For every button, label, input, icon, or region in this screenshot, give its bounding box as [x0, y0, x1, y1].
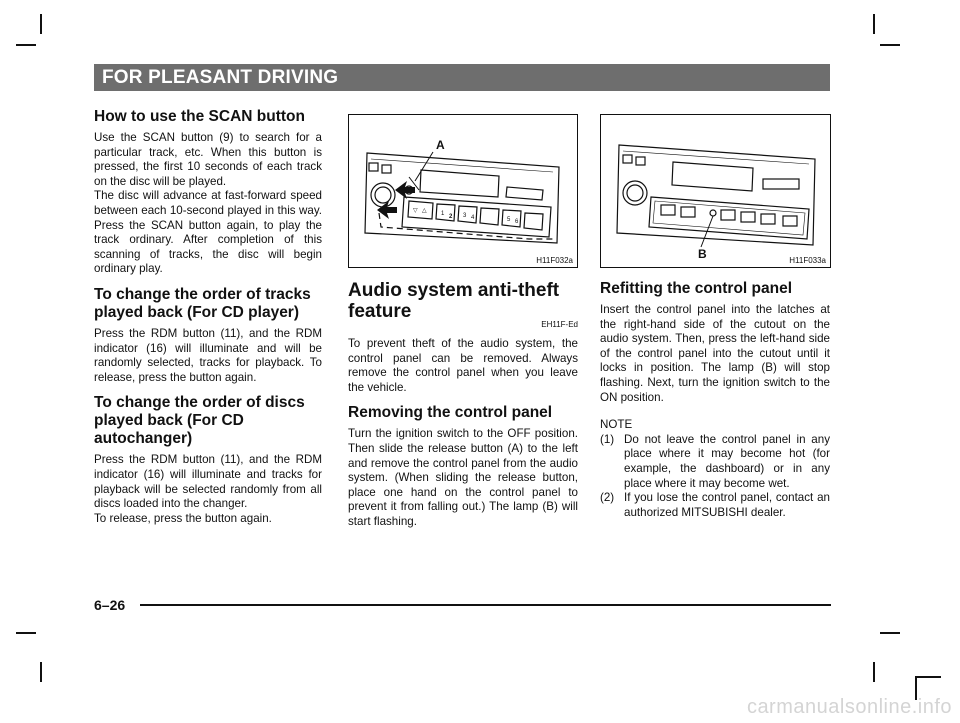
refitting-panel-paragraph: Insert the control panel into the latches at the right-hand side of the cutout on the audio system. Then, press the left-hand side of the control panel into the cutout until it locks in position. The lamp (B) will stop flashing. Next, turn the ignition switch to the ON position. [600, 303, 830, 404]
page-title: FOR PLEASANT DRIVING [102, 67, 339, 88]
anti-theft-intro: To prevent theft of the audio system, the control panel can be removed. Always remove the control panel when you leave the vehicle. [348, 337, 578, 394]
note-number: (2) [600, 491, 615, 505]
footer-rule [140, 604, 831, 606]
note-item [600, 491, 830, 520]
refitting-panel-heading: Refitting the control panel [600, 280, 793, 297]
section-header-bar [94, 64, 830, 91]
disc-order-heading: To change the order of discs played back (For CD autochanger) [94, 394, 305, 448]
crop-mark [873, 662, 875, 682]
note-title: NOTE [600, 418, 633, 432]
section-code: EH11F-Ed [541, 320, 578, 329]
crop-mark [40, 14, 42, 34]
note-item [600, 433, 830, 491]
note-number: (1) [600, 432, 615, 446]
svg-text:4: 4 [471, 215, 475, 221]
scan-paragraph-2: The disc will advance at fast-forward speed between each 10-second played in this way. Press the SCAN button again, to play the track ordinary. After completion of this scanning of tracks, the disc will begin ordinary play. [94, 189, 322, 276]
crop-mark [915, 676, 941, 678]
page-number: 6–26 [94, 597, 126, 613]
note-text: Do not leave the control panel in any place where it may become hot (for example, the dashboard) or in any place where it may become wet. [624, 432, 830, 490]
release-button-label: A [436, 138, 445, 152]
audio-unit-illustration [601, 115, 830, 267]
svg-text:2: 2 [449, 214, 453, 220]
crop-mark [40, 662, 42, 682]
control-panel-lamp-figure [600, 114, 831, 268]
svg-text:▽: ▽ [413, 208, 418, 214]
audio-unit-illustration [349, 115, 577, 267]
scan-paragraph-1: Use the SCAN button (9) to search for a particular track, etc. When this button is pressed, the first 10 seconds of each track on the disc will be played. [94, 131, 322, 188]
crop-mark [873, 14, 875, 34]
svg-text:6: 6 [515, 219, 519, 225]
right-column [600, 280, 830, 520]
svg-text:1: 1 [441, 211, 445, 217]
removing-panel-heading: Removing the control panel [348, 404, 553, 422]
track-order-paragraph: Press the RDM button (11), and the RDM indicator (16) will illuminate and will be randomly selected, tracks for playback. To release, press the button again. [94, 326, 322, 384]
crop-mark [880, 632, 900, 634]
svg-text:△: △ [422, 208, 427, 214]
crop-mark [16, 44, 36, 46]
watermark: carmanualsonline.info [746, 696, 952, 718]
removing-panel-paragraph: Turn the ignition switch to the OFF position. Then slide the release button (A) to the left and remove the control panel from the audio system. (When sliding the release button, place one hand on the control panel to prevent it from falling out.) The lamp (B) will start flashing. [348, 427, 578, 528]
middle-column [348, 280, 578, 530]
svg-text:5: 5 [507, 217, 511, 223]
control-panel-removal-figure [348, 114, 578, 268]
figure-code: H11F032a [536, 256, 573, 265]
note-text: If you lose the control panel, contact an authorized MITSUBISHI dealer. [624, 491, 830, 519]
scan-button-heading: How to use the SCAN button [94, 108, 305, 125]
figure-code: H11F033a [789, 256, 826, 265]
left-column [94, 108, 322, 526]
crop-mark [880, 44, 900, 46]
anti-theft-heading: Audio system anti-theft feature [348, 280, 560, 322]
svg-text:3: 3 [463, 213, 467, 219]
disc-order-paragraph-1: Press the RDM button (11), and the RDM indicator (16) will illuminate and tracks for playback will be selected randomly from all discs loaded into the changer. [94, 453, 322, 511]
disc-order-paragraph-2: To release, press the button again. [94, 511, 272, 525]
track-order-heading: To change the order of tracks played back (For CD player) [94, 285, 311, 321]
lamp-label: B [698, 247, 707, 261]
crop-mark [16, 632, 36, 634]
note-list [600, 433, 830, 521]
